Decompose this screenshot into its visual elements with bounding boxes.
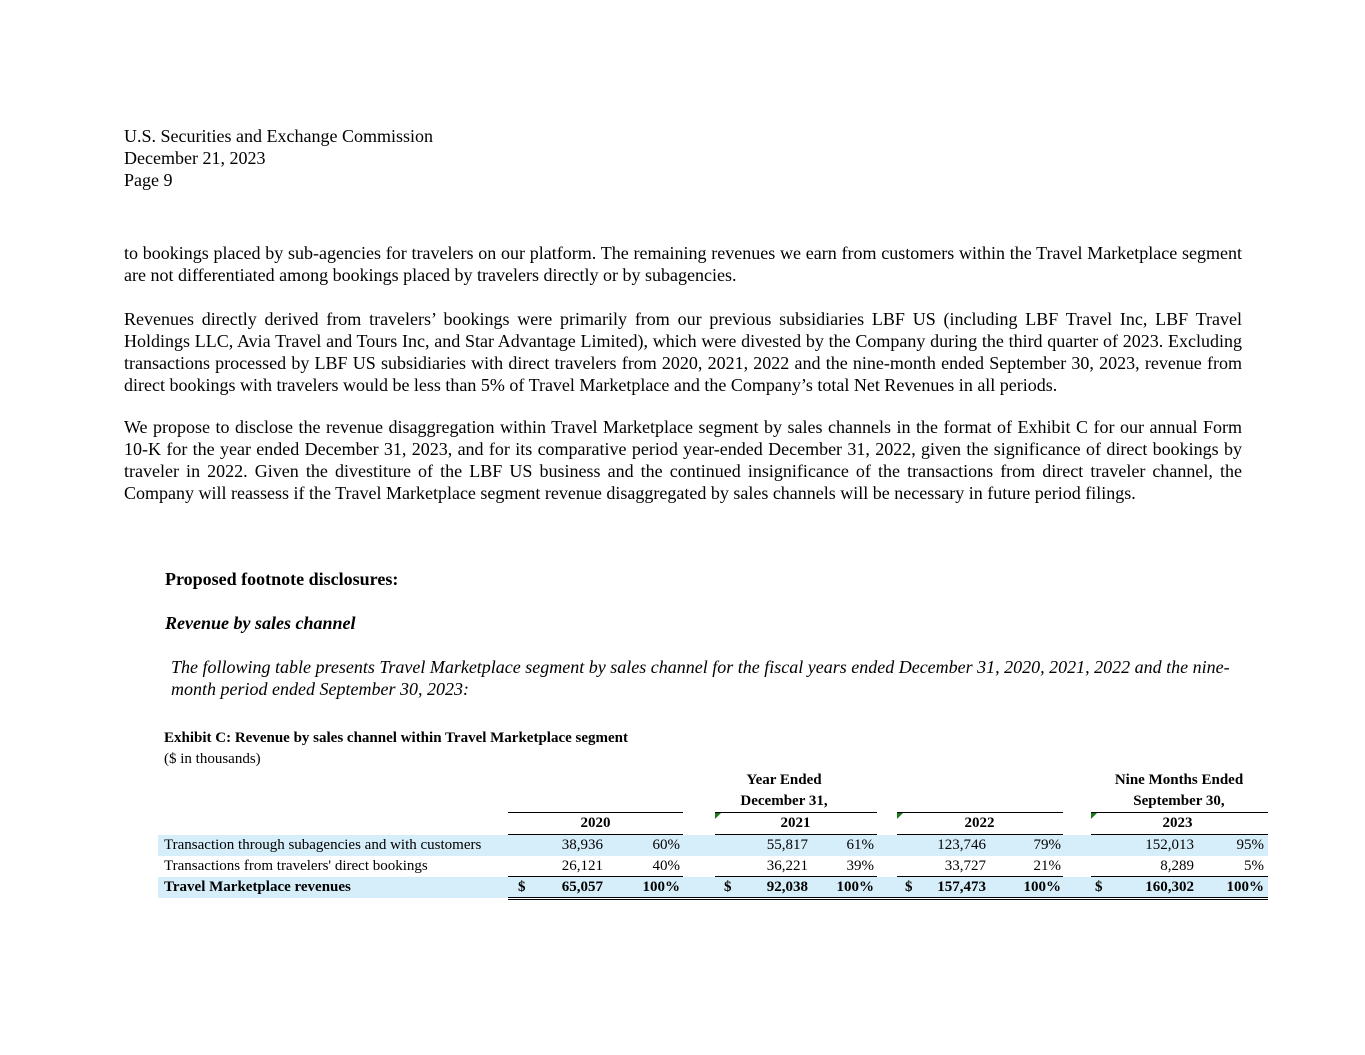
pct-2021: 61% [846, 837, 874, 853]
currency-symbol: $ [724, 879, 732, 895]
exhibit-units: ($ in thousands) [164, 751, 261, 767]
pct-2022: 100% [1023, 879, 1061, 895]
paragraph-3: We propose to disclose the revenue disaggregation within Travel Marketplace segment by sales channels in the format of Exhibit C for our annual Form 10-K for the year ended December 31, 2023, and for its comparative period year-ended December 31, 2022, given the significance of direct bookings by traveler in 2022. Given the divestiture of the LBF US business and the continued insignificance of the transactions from direct traveler channel, the Company will reassess if the Travel Marketplace segment revenue disaggregated by sales channels will be necessary in future period filings. [124, 417, 1242, 503]
value-2023: 152,013 [1145, 837, 1194, 853]
header-rule-2023 [1091, 812, 1268, 813]
value-2021: 36,221 [766, 858, 808, 874]
letterhead-date: December 21, 2023 [124, 148, 266, 168]
year-header-2023: 2023 [1162, 815, 1193, 831]
pct-2020: 60% [652, 837, 680, 853]
currency-symbol: $ [1095, 879, 1103, 895]
header-rule-2020 [508, 812, 683, 813]
pct-2020: 40% [652, 858, 680, 874]
row-label: Transactions from travelers' direct bookings [164, 858, 428, 874]
currency-symbol: $ [518, 879, 526, 895]
header-nine-months-ended: Nine Months Ended [1114, 772, 1244, 788]
pct-2022: 79% [1033, 837, 1061, 853]
value-2022: 33,727 [944, 858, 986, 874]
year-header-2022: 2022 [964, 815, 995, 831]
header-september-30: September 30, [1133, 793, 1225, 809]
cell-marker-icon [715, 813, 721, 819]
pct-2023: 100% [1226, 879, 1264, 895]
value-2022: 123,746 [937, 837, 986, 853]
value-2021: 55,817 [766, 837, 808, 853]
header-rule-2022 [897, 812, 1063, 813]
paragraph-1: to bookings placed by sub-agencies for travelers on our platform. The remaining revenues we earn from customers within the Travel Marketplace segment are not differentiated among bookings placed by travelers directly or by subagencies. [124, 243, 1242, 285]
letterhead-recipient: U.S. Securities and Exchange Commission [124, 126, 433, 146]
header-rule-2021 [715, 812, 877, 813]
value-2022: 157,473 [937, 879, 986, 895]
pct-2021: 100% [836, 879, 874, 895]
value-2021: 92,038 [766, 879, 808, 895]
table-row-total [158, 877, 1268, 898]
cell-marker-icon [1091, 813, 1097, 819]
value-2020: 65,057 [561, 879, 603, 895]
footnote-subheading: Revenue by sales channel [165, 613, 356, 633]
header-december-31: December 31, [740, 793, 828, 809]
row-label: Travel Marketplace revenues [164, 879, 351, 895]
paragraph-2: Revenues directly derived from travelers’ bookings were primarily from our previous subsidiaries LBF US (including LBF Travel Inc, LBF Travel Holdings LLC, Avia Travel and Tours Inc, and Star Advantage Limited), which were divested by the Company during the third quarter of 2023. Excluding transactions processed by LBF US subsidiaries with direct travelers from 2020, 2021, 2022 and the nine-month ended September 30, 2023, revenue from direct bookings with travelers would be less than 5% of Travel Marketplace and the Company’s total Net Revenues in all periods. [124, 309, 1242, 395]
value-2023: 160,302 [1145, 879, 1194, 895]
value-2020: 26,121 [561, 858, 603, 874]
pct-2020: 100% [642, 879, 680, 895]
cell-marker-icon [897, 813, 903, 819]
double-underline [508, 897, 1268, 900]
exhibit-title: Exhibit C: Revenue by sales channel within Travel Marketplace segment [164, 730, 629, 746]
letterhead [124, 125, 433, 191]
table-row [158, 856, 1268, 877]
year-header-2020: 2020 [580, 815, 611, 831]
pct-2021: 39% [846, 858, 874, 874]
footnote-intro: The following table presents Travel Marketplace segment by sales channel for the fiscal years ended December 31, 2020, 2021, 2022 and the nine-month period ended September 30, 2023: [171, 657, 1230, 699]
value-2020: 38,936 [561, 837, 603, 853]
header-year-ended: Year Ended [746, 772, 822, 788]
row-label: Transaction through subagencies and with customers [164, 837, 482, 853]
pct-2023: 5% [1244, 858, 1264, 874]
value-2023: 8,289 [1160, 858, 1194, 874]
table-row [158, 835, 1268, 856]
currency-symbol: $ [905, 879, 913, 895]
pct-2023: 95% [1236, 837, 1264, 853]
footnote-heading: Proposed footnote disclosures: [165, 569, 399, 589]
year-header-2021: 2021 [780, 815, 811, 831]
pct-2022: 21% [1033, 858, 1061, 874]
letterhead-page: Page 9 [124, 170, 173, 190]
